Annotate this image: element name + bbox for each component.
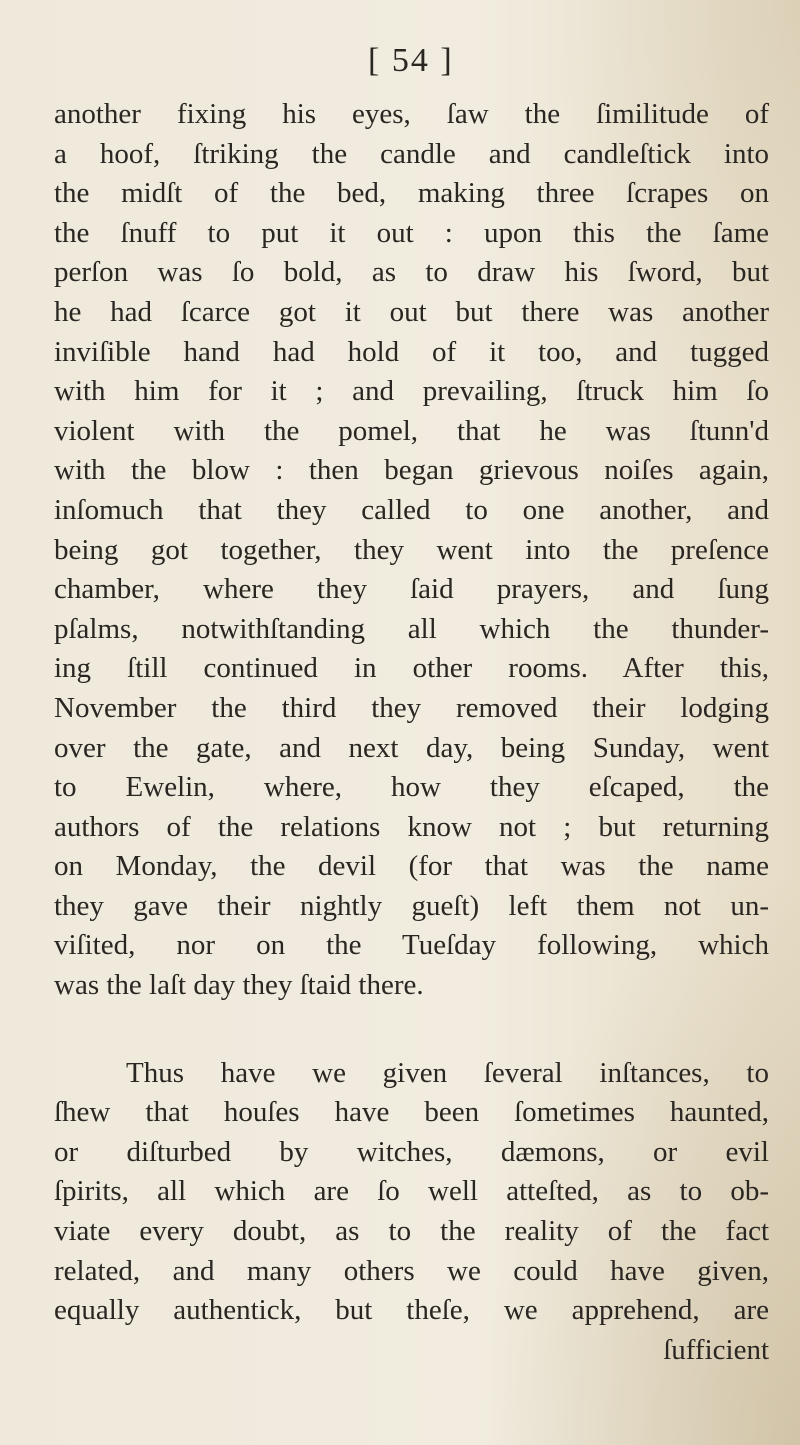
page-number: [ 54 ] <box>368 42 454 79</box>
text-line: with the blow : then began grievous noiſes again, <box>54 454 769 487</box>
text-line: Thus have we given ſeveral inſtances, to <box>126 1056 769 1089</box>
body-text <box>54 95 769 1370</box>
text-line: the ſnuff to put it out : upon this the ſame <box>54 216 769 249</box>
text-line: ſhew that houſes have been ſometimes haunted, <box>54 1096 769 1129</box>
text-line: November the third they removed their lodging <box>54 691 769 724</box>
text-line: viſited, nor on the Tueſday following, which <box>54 929 769 962</box>
text-line: inſomuch that they called to one another, and <box>54 493 769 526</box>
text-line: the midſt of the bed, making three ſcrapes on <box>54 177 769 210</box>
text-line: was the laſt day they ſtaid there. <box>54 969 424 1002</box>
text-line: chamber, where they ſaid prayers, and ſung <box>54 573 769 606</box>
text-line: he had ſcarce got it out but there was another <box>54 295 769 328</box>
text-line: with him for it ; and prevailing, ſtruck him ſo <box>54 375 769 408</box>
text-line: inviſible hand had hold of it too, and tugged <box>54 335 769 368</box>
text-line: on Monday, the devil (for that was the name <box>54 850 769 883</box>
paragraph-break <box>54 1006 769 1054</box>
text-line: another fixing his eyes, ſaw the ſimilitude of <box>54 98 769 130</box>
text-line: violent with the pomel, that he was ſtunn'd <box>54 414 769 447</box>
text-line: perſon was ſo bold, as to draw his ſword, but <box>54 256 769 289</box>
text-line: a hoof, ſtriking the candle and candleſtick into <box>54 137 769 170</box>
text-line: being got together, they went into the preſence <box>54 533 769 566</box>
text-line: to Ewelin, where, how they eſcaped, the <box>54 771 769 804</box>
text-line: ing ſtill continued in other rooms. After this, <box>54 652 769 685</box>
text-line: viate every doubt, as to the reality of the fact <box>54 1215 769 1248</box>
text-line: related, and many others we could have given, <box>54 1254 769 1287</box>
text-line: over the gate, and next day, being Sunday, went <box>54 731 769 764</box>
paragraph-2 <box>54 1054 769 1331</box>
text-line: they gave their nightly gueſt) left them not un- <box>54 889 769 922</box>
text-line: ſpirits, all which are ſo well atteſted, as to ob- <box>54 1175 769 1208</box>
text-line: equally authentick, but theſe, we apprehend, are <box>54 1294 769 1327</box>
text-line: authors of the relations know not ; but returning <box>54 810 769 843</box>
text-line: or diſturbed by witches, dæmons, or evil <box>54 1135 769 1168</box>
catchword: ſufficient <box>663 1333 769 1366</box>
paragraph-1 <box>54 95 769 1006</box>
text-line: pſalms, notwithſtanding all which the thunder- <box>54 612 769 645</box>
